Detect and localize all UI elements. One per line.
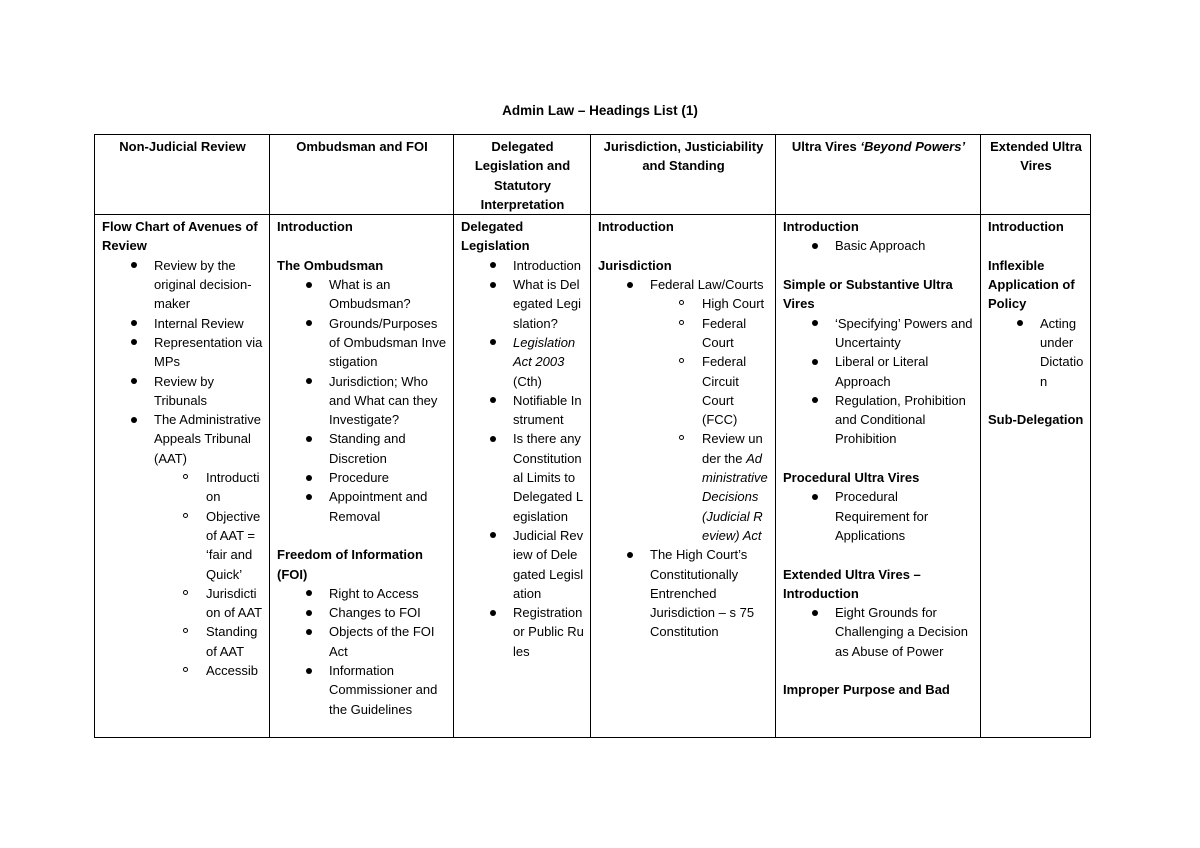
list-item: Federal Circuit Court (FCC) bbox=[650, 352, 769, 429]
foi-heading: Freedom of Information (FOI) bbox=[277, 547, 423, 582]
delegated-legislation-heading: Delegated Legislation bbox=[461, 219, 530, 254]
col-non-judicial-review bbox=[95, 215, 270, 738]
list-item: Is there any Constitutional Limits to Delegated Legislation bbox=[461, 429, 584, 525]
list-item: The Administrative Appeals Tribunal (AAT) Introduction Objective of AAT = ‘fair and Quick’ Jurisdiction of AAT Standing of AAT Accessib bbox=[102, 410, 263, 680]
list-item: Legislation Act 2003 (Cth) bbox=[461, 333, 584, 391]
list-item: Right to Access bbox=[277, 584, 447, 603]
list-item: Eight Grounds for Challenging a Decision as Abuse of Power bbox=[783, 603, 974, 661]
sub-delegation-heading: Sub-Delegation bbox=[988, 412, 1084, 428]
jurisdiction-heading: Jurisdiction bbox=[598, 257, 672, 273]
header-ombudsman-foi: Ombudsman and FOI bbox=[270, 135, 454, 215]
col-delegated-legislation bbox=[454, 215, 591, 738]
list-item: Federal Law/Courts High Court Federal Court Federal Circuit Court (FCC) Review under the Administrative Decisions (Judicial Review) Act bbox=[598, 275, 769, 545]
ombudsman-heading: The Ombudsman bbox=[277, 257, 384, 273]
header-extended-ultra-vires: Extended Ultra Vires bbox=[981, 135, 1091, 215]
list-item: Jurisdiction; Who and What can they Investigate? bbox=[277, 372, 447, 430]
extended-ultra-vires-heading: Extended Ultra Vires – Introduction bbox=[783, 566, 921, 601]
jurisdiction-list bbox=[598, 275, 769, 642]
list-item: Review by the original decision-maker bbox=[102, 256, 263, 314]
improper-purpose-heading: Improper Purpose and Bad bbox=[783, 682, 950, 698]
list-item: Appointment and Removal bbox=[277, 487, 447, 526]
list-item: Objects of the FOI Act bbox=[277, 622, 447, 661]
procedural-ultra-vires-heading: Procedural Ultra Vires bbox=[783, 470, 920, 486]
list-item: ‘Specifying’ Powers and Uncertainty bbox=[783, 314, 974, 353]
introduction-heading: Introduction bbox=[988, 219, 1064, 235]
procedural-list bbox=[783, 487, 974, 545]
header-row bbox=[95, 135, 1091, 215]
list-item: Judicial Review of Delegated Legislation bbox=[461, 526, 584, 603]
list-item: Review by Tribunals bbox=[102, 372, 263, 411]
intro-list bbox=[783, 236, 974, 255]
list-item: Procedural Requirement for Applications bbox=[783, 487, 974, 545]
header-jurisdiction: Jurisdiction, Justiciability and Standing bbox=[591, 135, 776, 215]
introduction-heading: Introduction bbox=[783, 219, 859, 235]
list-item: What is an Ombudsman? bbox=[277, 275, 447, 314]
list-item: Accessib bbox=[154, 661, 263, 680]
flow-chart-heading: Flow Chart of Avenues of Review bbox=[102, 219, 258, 254]
list-item: The High Court’s Constitutionally Entrenched Jurisdiction – s 75 Constitution bbox=[598, 545, 769, 641]
aat-sublist bbox=[154, 468, 263, 680]
list-item: Introduction bbox=[461, 256, 584, 275]
simple-ultra-vires-heading: Simple or Substantive Ultra Vires bbox=[783, 277, 953, 312]
col-ultra-vires bbox=[776, 215, 981, 738]
header-non-judicial-review: Non-Judicial Review bbox=[95, 135, 270, 215]
courts-sublist bbox=[650, 294, 769, 545]
simple-list bbox=[783, 314, 974, 449]
inflexible-application-heading: Inflexible Application of Policy bbox=[988, 257, 1075, 312]
avenues-list bbox=[102, 256, 263, 681]
introduction-heading: Introduction bbox=[598, 219, 674, 235]
list-item: Internal Review bbox=[102, 314, 263, 333]
list-item: Review under the Administrative Decisions (Judicial Review) Act bbox=[650, 429, 769, 545]
extended-list bbox=[783, 603, 974, 661]
list-item: Grounds/Purposes of Ombudsman Investigation bbox=[277, 314, 447, 372]
header-delegated-legislation: Delegated Legislation and Statutory Interpretation bbox=[454, 135, 591, 215]
list-item: Representation via MPs bbox=[102, 333, 263, 372]
delegated-list bbox=[461, 256, 584, 661]
page-title: Admin Law – Headings List (1) bbox=[502, 103, 698, 118]
content-row bbox=[95, 215, 1091, 738]
inflexible-list bbox=[988, 314, 1084, 391]
list-item: Information Commissioner and the Guidelines bbox=[277, 661, 447, 719]
list-item: Jurisdiction of AAT bbox=[154, 584, 263, 623]
list-item: Standing of AAT bbox=[154, 622, 263, 661]
headings-table bbox=[94, 134, 1091, 738]
list-item: Regulation, Prohibition and Conditional Prohibition bbox=[783, 391, 974, 449]
foi-list bbox=[277, 584, 447, 719]
list-item: Introduction bbox=[154, 468, 263, 507]
ombudsman-list bbox=[277, 275, 447, 526]
list-item: Federal Court bbox=[650, 314, 769, 353]
col-ombudsman-foi bbox=[270, 215, 454, 738]
col-extended-ultra-vires bbox=[981, 215, 1091, 738]
list-item: What is Delegated Legislation? bbox=[461, 275, 584, 333]
introduction-heading: Introduction bbox=[277, 219, 353, 235]
list-item: Liberal or Literal Approach bbox=[783, 352, 974, 391]
list-item: Acting under Dictation bbox=[988, 314, 1084, 391]
header-ultra-vires: Ultra Vires ‘Beyond Powers’ bbox=[776, 135, 981, 215]
list-item: High Court bbox=[650, 294, 769, 313]
list-item: Standing and Discretion bbox=[277, 429, 447, 468]
list-item: Basic Approach bbox=[783, 236, 974, 255]
list-item: Changes to FOI bbox=[277, 603, 447, 622]
list-item: Procedure bbox=[277, 468, 447, 487]
col-jurisdiction bbox=[591, 215, 776, 738]
header-ultra-vires-italic: ‘Beyond Powers’ bbox=[860, 139, 966, 154]
list-item: Registration or Public Rules bbox=[461, 603, 584, 661]
list-item: Notifiable Instrument bbox=[461, 391, 584, 430]
list-item: Objective of AAT = ‘fair and Quick’ bbox=[154, 507, 263, 584]
